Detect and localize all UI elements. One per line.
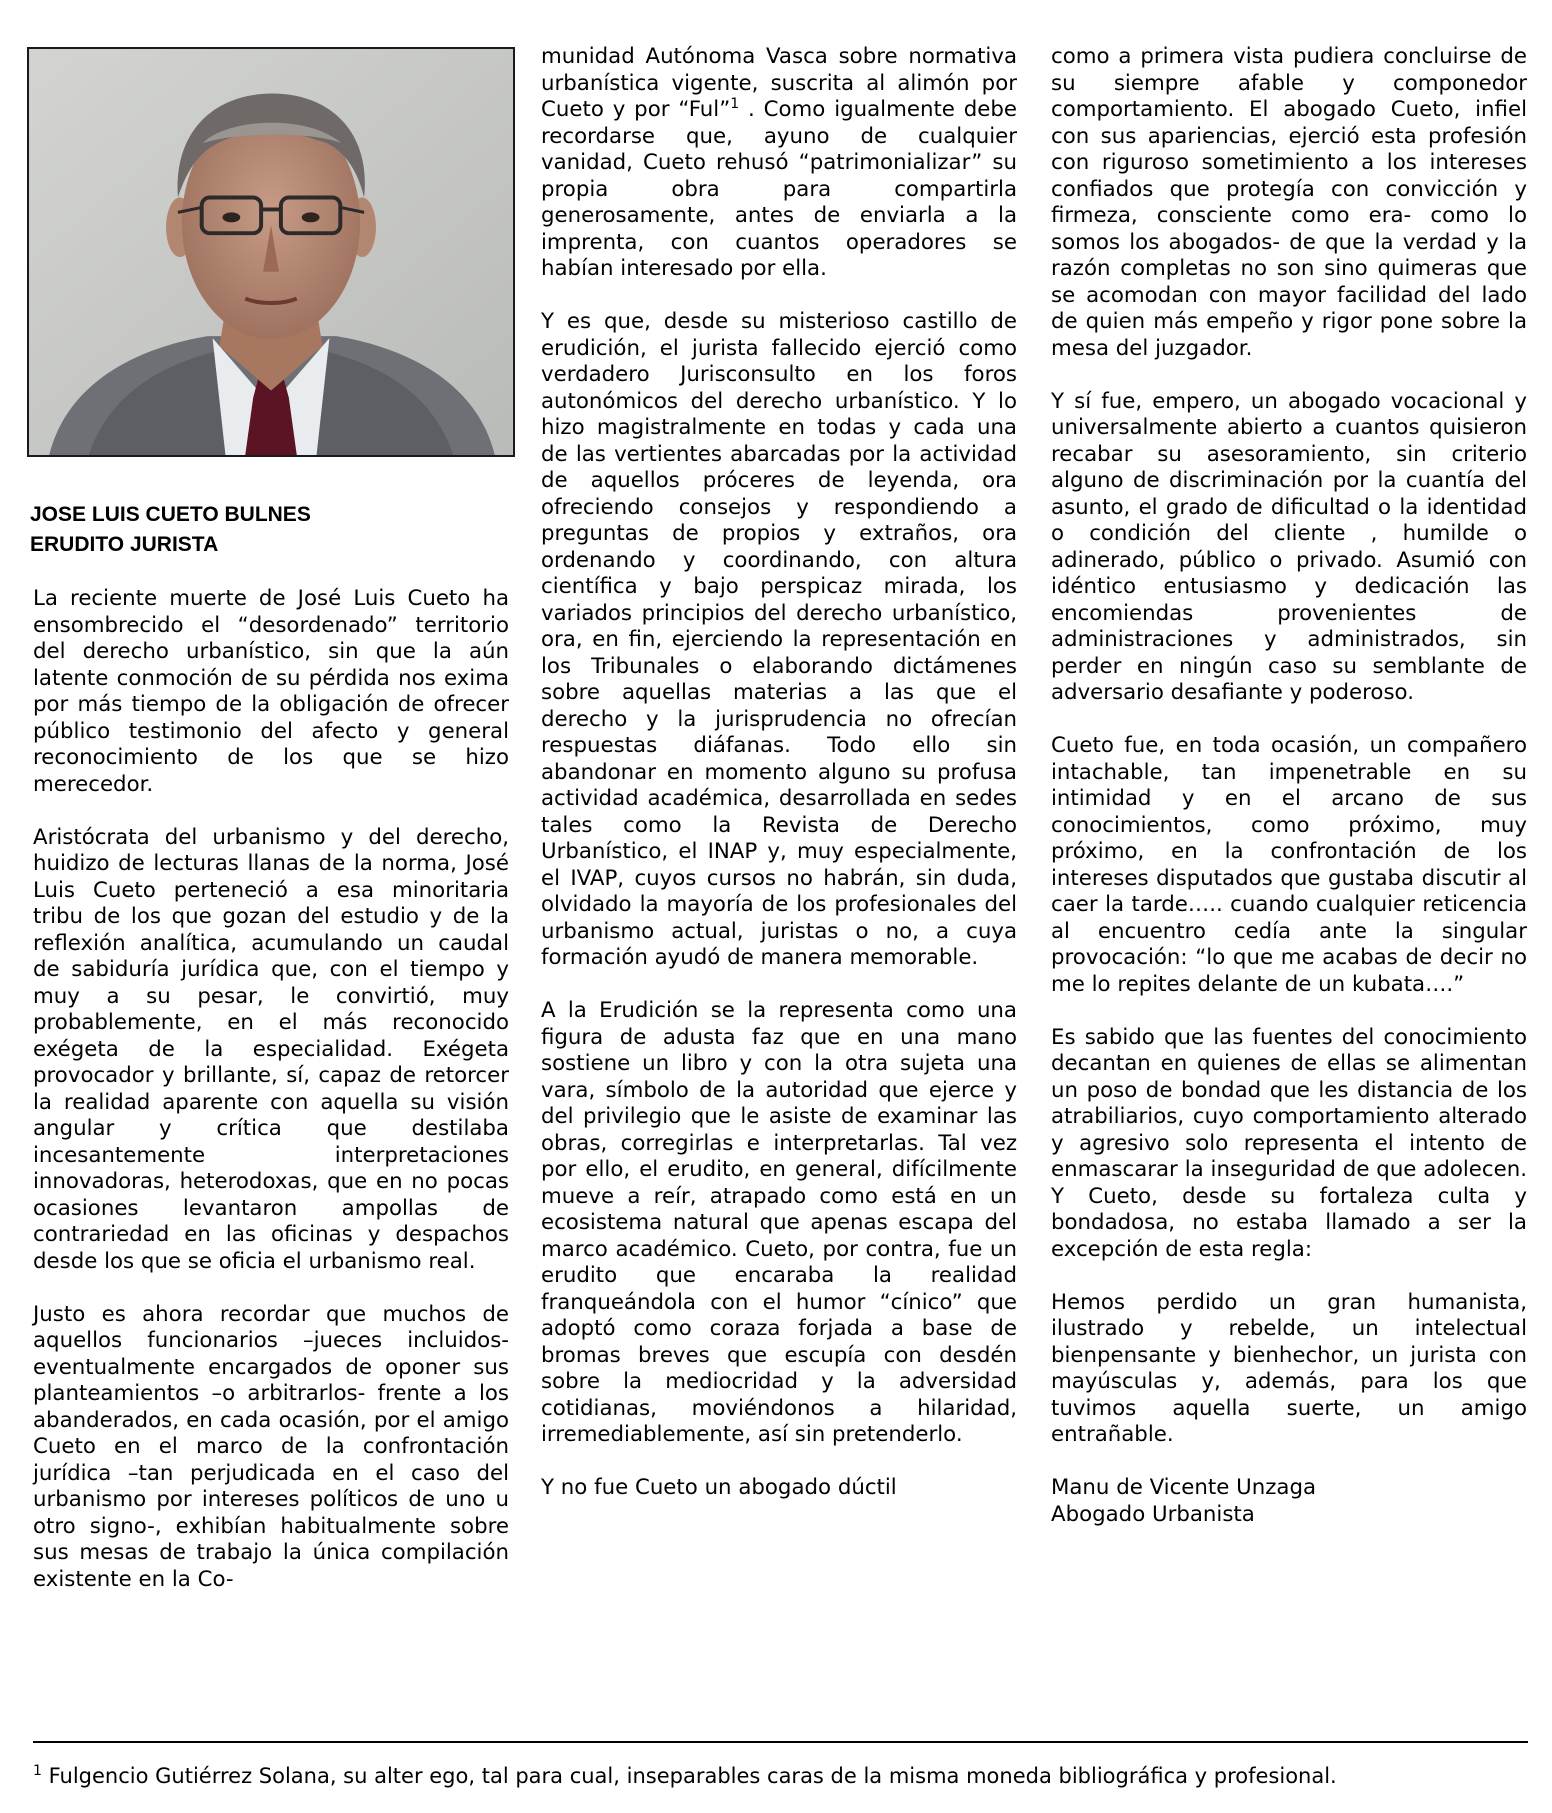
paragraph: A la Erudición se la representa como una figura de adusta faz que en una mano sostiene un libro y con la otra sujeta una vara, símbolo de la autoridad que ejerce y del privilegio que le asiste de examinar las obras, corregirlas e interpretarlas. Tal vez por ello, el erudito, en general, difícilmente mueve a reír, atrapado como está en un ecosistema natural que apenas escapa del marco académico. Cueto, por contra, fue un erudito que encaraba la realidad franqueándola con el humor “cínico” que adoptó como coraza forjada a base de bromas breves que escupía con desdén sobre la mediocridad y la adversidad cotidianas, moviéndonos a hilaridad, irremediablemente, así sin pretenderlo. xyxy=(541,998,1017,1447)
paragraph: Hemos perdido un gran humanista, ilustrado y rebelde, un intelectual bienpensante y bienhechor, un jurista con mayúsculas y, además, para los que tuvimos aquella suerte, un amigo entrañable. xyxy=(1051,1289,1527,1447)
portrait-photo xyxy=(27,47,515,457)
portrait-illustration xyxy=(29,49,513,455)
footnote-marker: 1 xyxy=(730,95,740,112)
paragraph: Justo es ahora recordar que muchos de aquellos funcionarios –jueces incluidos- eventualmente encargados de oponer sus planteamientos –o arbitrarlos- frente a los abanderados, en cada ocasión, por el amigo Cueto en el marco de la confrontación jurídica –tan perjudicada en el caso del urbanismo por intereses políticos de uno u otro signo-, exhibían habitualmente sobre sus mesas de trabajo la única compilación existente en la Co- xyxy=(33,1301,509,1592)
footnote xyxy=(33,1762,1533,1790)
paragraph xyxy=(541,44,1017,283)
subject-subtitle: ERUDITO JURISTA xyxy=(30,533,219,556)
article-column-3 xyxy=(1051,44,1527,1528)
article-column-1 xyxy=(33,586,509,1620)
paragraph: La reciente muerte de José Luis Cueto ha ensombrecido el “desordenado” territorio del derecho urbanístico, sin que la aún latente conmoción de su pérdida nos exima por más tiempo de la obligación de ofrecer público testimonio del afecto y general reconocimiento de los que se hizo merecedor. xyxy=(33,586,509,797)
paragraph: Cueto fue, en toda ocasión, un compañero intachable, tan impenetrable en su intimidad y en el arcano de sus conocimientos, como próximo, muy próximo, en la confrontación de los intereses disputados que gustaba discutir al caer la tarde….. cuando cualquier reticencia al encuentro cedía ante la singular provocación: “lo que me acabas de decir no me lo repites delante de un kubata….” xyxy=(1051,733,1527,997)
author-name: Manu de Vicente Unzaga xyxy=(1051,1475,1317,1500)
article-column-2 xyxy=(541,44,1017,1528)
footnote-number: 1 xyxy=(33,1763,42,1779)
paragraph: Y sí fue, empero, un abogado vocacional y universalmente abierto a cuantos quisieron recabar su asesoramiento, sin criterio alguno de discriminación por la cuantía del asunto, el grado de dificultad o la identidad o condición del cliente , humilde o adinerado, público o privado. Asumió con idéntico entusiasmo y dedicación las encomiendas provenientes de administraciones y administrados, sin perder en ningún caso su semblante de adversario desafiante y poderoso. xyxy=(1051,388,1527,705)
paragraph-text: munidad Autónoma Vasca sobre normativa urbanística vigente, suscrita al alimón por Cueto y por “Ful” xyxy=(541,44,1017,122)
paragraph: Y no fue Cueto un abogado dúctil xyxy=(541,1475,897,1500)
paragraph: Aristócrata del urbanismo y del derecho, huidizo de lecturas llanas de la norma, José Luis Cueto perteneció a esa minoritaria tribu de los que gozan del estudio y de la reflexión analítica, acumulando un caudal de sabiduría jurídica que, con el tiempo y muy a su pesar, le convirtió, muy probablemente, en el más reconocido exégeta de la especialidad. Exégeta provocador y brillante, sí, capaz de retorcer la realidad aparente con aquella su visión angular y crítica que destilaba incesantemente interpretaciones innovadoras, heterodoxas, que en no pocas ocasiones levantaron ampollas de contrariedad en las oficinas y despachos desde los que se oficia el urbanismo real. xyxy=(33,824,509,1274)
paragraph: Y es que, desde su misterioso castillo de erudición, el jurista fallecido ejerció como verdadero Jurisconsulto en los foros autonómicos del derecho urbanístico. Y lo hizo magistralmente en todas y cada una de las vertientes abarcadas por la actividad de aquellos próceres de leyenda, ora ofreciendo consejos y respondiendo a preguntas de propios y extraños, ora ordenando y coordinando, con altura científica y bajo perspicaz mirada, los variados principios del derecho urbanístico, ora, en fin, ejerciendo la representación en los Tribunales o elaborando dictámenes sobre aquellas materias a las que el derecho y la jurisprudencia no ofrecían respuestas diáfanas. Todo ello sin abandonar en momento alguno su profusa actividad académica, desarrollada en sedes tales como la Revista de Derecho Urbanístico, el INAP y, muy especialmente, el IVAP, cuyos cursos no habrán, sin duda, olvidado la mayoría de los profesionales del urbanismo actual, juristas o no, a cuya formación ayudó de manera memorable. xyxy=(541,309,1017,970)
paragraph: como a primera vista pudiera concluirse de su siempre afable y componedor comportamiento. El abogado Cueto, infiel con sus apariencias, ejerció esta profesión con riguroso sometimiento a los intereses confiados que protegía con convicción y firmeza, consciente como era- como lo somos los abogados- de que la verdad y la razón completas no son sino quimeras que se acomodan con mayor facilidad del lado de quien más empeño y rigor pone sobre la mesa del juzgador. xyxy=(1051,44,1527,361)
paragraph-text: . Como igualmente debe recordarse que, ayuno de cualquier vanidad, Cueto rehusó “patrimonializar” su propia obra para compartirla generosamente, antes de enviarla a la imprenta, con cuantos operadores se habían interesado por ella. xyxy=(541,97,1017,281)
author-signature xyxy=(1051,1475,1527,1528)
footnote-divider xyxy=(33,1741,1528,1743)
footnote-text: Fulgencio Gutiérrez Solana, su alter ego, tal para cual, inseparables caras de la misma moneda bibliográfica y profesional. xyxy=(41,1764,1337,1788)
article-heading xyxy=(30,500,510,560)
author-title: Abogado Urbanista xyxy=(1051,1501,1255,1527)
subject-name: JOSE LUIS CUETO BULNES xyxy=(30,503,311,526)
paragraph: Es sabido que las fuentes del conocimiento decantan en quienes de ellas se alimentan un poso de bondad que les distancia de los atrabiliarios, cuyo comportamiento alterado y agresivo solo representa el intento de enmascarar la inseguridad de que adolecen. Y Cueto, desde su fortaleza culta y bondadosa, no estaba llamado a ser la excepción de esta regla: xyxy=(1051,1024,1527,1262)
